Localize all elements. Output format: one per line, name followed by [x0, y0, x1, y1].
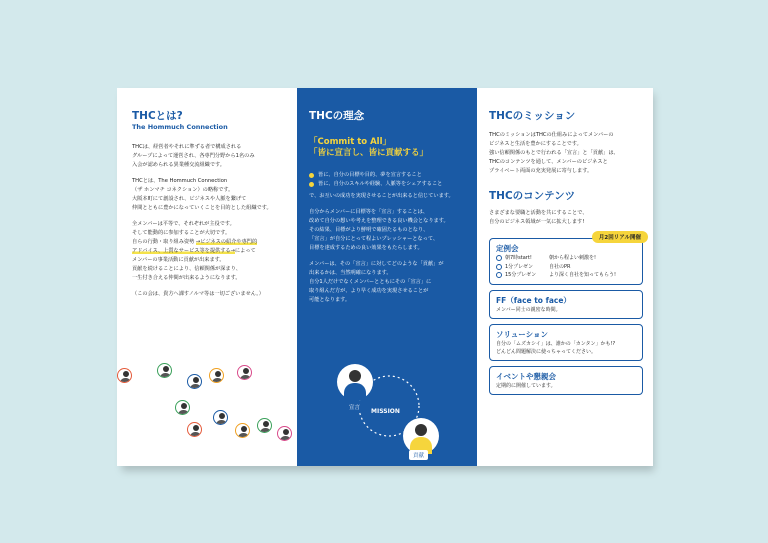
- about-title: THCとは?: [132, 110, 183, 122]
- about-highlight: →ビジネスの紹介や専門的: [195, 239, 258, 245]
- bullet-text: 皆に、自分のスキルや経験、人脈等をシェアすること: [318, 181, 443, 187]
- contribute-tag: 貢献: [409, 450, 428, 460]
- about-text: によって: [234, 248, 256, 254]
- about-line: 全メンバーは平等で、それぞれが主役です。: [132, 221, 235, 227]
- about-line: グループによって運営され、各専門分野から1名のみ: [132, 153, 255, 159]
- mission-title: THCのミッション: [489, 110, 576, 122]
- avatar-icon: [237, 365, 252, 380]
- avatar-icon: [213, 410, 228, 425]
- panel-about: [117, 88, 297, 466]
- about-text: 自らの行動・取り組み姿勢: [132, 239, 195, 245]
- contribute-figure: [403, 418, 439, 454]
- panel-philosophy: [297, 88, 477, 466]
- box-events: [489, 366, 643, 395]
- contents-lead: さまざまな要職と活動を共にすることで、: [489, 210, 588, 216]
- box-face-to-face: [489, 290, 643, 319]
- box-title: ソリューション: [496, 329, 548, 339]
- meeting-item: 朝7時start!: [505, 255, 532, 261]
- mission-line: ビジネスと生活を豊かにすることです。: [489, 141, 582, 147]
- philosophy-line: 取り組んだ方が、より早く成功を実現させることが: [309, 288, 429, 294]
- philosophy-line: 目標を達成するための良い効果をもたらします。: [309, 245, 423, 251]
- philosophy-title: THCの理念: [309, 110, 365, 122]
- contents-lead: 自分のビジネス領域が一気に拡大します!: [489, 219, 585, 225]
- box-solution: [489, 324, 643, 361]
- philosophy-quote-jp: 「皆に宣言し、皆に貢献する」: [309, 148, 429, 158]
- mission-label: MISSION: [371, 408, 400, 415]
- meeting-desc: 朝から程よい刺激を!: [549, 255, 597, 261]
- philosophy-line: 可能となります。: [309, 297, 351, 303]
- philosophy-line: 「宣言」が自分にとって程よいプレッシャーとなって、: [309, 236, 439, 242]
- meeting-desc: より深く自社を知ってもらう!: [549, 272, 617, 278]
- box-title: FF（face to face）: [496, 295, 571, 305]
- bullet-text: 皆に、自分の目標や目的、夢を宣言すること: [318, 172, 422, 178]
- philosophy-line: メンバーは、その「宣言」に対してどのような「貢献」が: [309, 261, 444, 267]
- philosophy-line: 出来るかは、当然明確になります。: [309, 270, 392, 276]
- contents-title: THCのコンテンツ: [489, 190, 576, 202]
- mission-line: プライベート両面の充実発展に寄与します。: [489, 168, 593, 174]
- box-title: 定例会: [496, 244, 519, 253]
- philosophy-lead: で、お互いの成功を実現させることが出来ると信じています。: [309, 193, 454, 199]
- about-subtitle: The Hommuch Connection: [132, 123, 228, 131]
- avatar-icon: [187, 422, 202, 437]
- declare-tag: 宣言: [345, 402, 364, 412]
- bullet-icon: [309, 173, 314, 178]
- meeting-row: [496, 271, 636, 280]
- about-note: （この会は、貴方へ課すノルマ等は一切ございません。）: [132, 291, 264, 297]
- mission-line: 強い信頼関係のもとで行われる「宣言」と「貢献」は、: [489, 150, 619, 156]
- avatar-icon: [277, 426, 292, 441]
- circle-icon: [496, 255, 502, 261]
- about-line: メンバーの事業活動に貢献が出来ます。: [132, 257, 225, 263]
- box-sub: どんどん問題解決に使っちゃってください。: [496, 348, 597, 355]
- about-line: THCは、経営者やそれに準ずる者で構成される: [132, 144, 242, 150]
- mission-line: THCのミッションはTHCの仕組みによってメンバーの: [489, 132, 614, 138]
- about-line: THCとは、The Hommuch Connection: [132, 178, 228, 184]
- meeting-row: [496, 263, 636, 272]
- avatar-icon: [235, 423, 250, 438]
- box-regular-meeting: [489, 235, 643, 285]
- about-line: [132, 247, 285, 256]
- philosophy-bullet: [309, 171, 465, 180]
- about-line: 一生付き合える仲間が出来るようになります。: [132, 275, 241, 281]
- box-sub: 自分の「ムズカシイ」は、誰かの「カンタン」かも!?: [496, 340, 616, 347]
- box-sub: 定期的に開催しています。: [496, 382, 556, 389]
- avatar-icon: [157, 363, 172, 378]
- avatar-icon: [175, 400, 190, 415]
- meeting-item: 15分プレゼン: [505, 272, 537, 278]
- mission-line: THCのコンテンツを通して、メンバーのビジネスと: [489, 159, 608, 165]
- badge-monthly: 月2回リアル開催: [592, 231, 648, 243]
- box-sub: メンバー同士の親密な時間。: [496, 306, 561, 313]
- philosophy-line: 改めて自分の想いや考えを整理できる良い機会となります。: [309, 218, 449, 224]
- philosophy-line: その結果、目標がより鮮明で確固たるものとなり、: [309, 227, 429, 233]
- meeting-desc: 自社のPR: [549, 263, 571, 270]
- about-line: 仲間とともに豊かになっていくことを目的とした組織です。: [132, 205, 272, 211]
- member-avatars: [117, 360, 297, 460]
- about-line: 大阪本町にて創設され、ビジネスや人脈を繋げて: [132, 196, 247, 202]
- philosophy-line: 自分1人だけでなくメンバーとともにその「宣言」に: [309, 279, 432, 285]
- circle-icon: [496, 272, 502, 278]
- circle-icon: [496, 264, 502, 270]
- box-title: イベントや懇親会: [496, 371, 556, 381]
- about-line: 貢献を続けることにより、信頼関係が深まり、: [132, 266, 241, 272]
- avatar-icon: [117, 368, 132, 383]
- bullet-icon: [309, 182, 314, 187]
- avatar-icon: [209, 368, 224, 383]
- about-highlight: アドバイス、上質なサービス等を提供する→: [132, 248, 235, 254]
- about-line: （ザ ホンマチ コネクション）の略称です。: [132, 187, 234, 193]
- panel-mission: [477, 88, 653, 466]
- about-line: そして能動的に参加することが大切です。: [132, 230, 231, 236]
- meeting-item: 1分プレゼン: [505, 263, 533, 270]
- declare-figure: [337, 364, 373, 400]
- avatar-icon: [187, 374, 202, 389]
- about-line: [132, 238, 285, 247]
- philosophy-quote-en: 「Commit to All」: [309, 137, 391, 147]
- philosophy-line: 自分からメンバーに目標等を「宣言」することは、: [309, 209, 428, 215]
- philosophy-bullet: [309, 180, 465, 189]
- avatar-icon: [257, 418, 272, 433]
- about-line: 入会が認められる異業種交流組織です。: [132, 162, 225, 168]
- mission-diagram: [327, 354, 447, 462]
- meeting-row: [496, 254, 636, 263]
